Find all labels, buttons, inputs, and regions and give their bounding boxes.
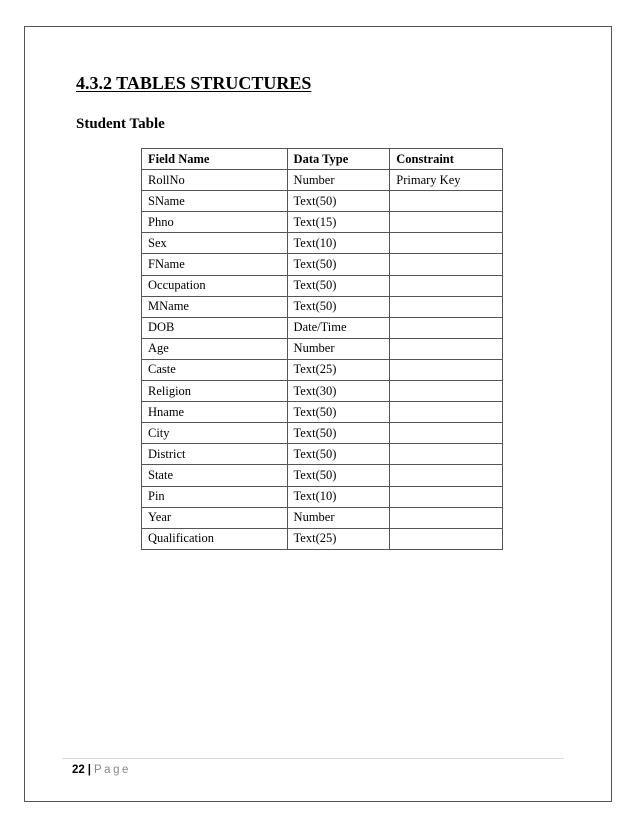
table-row: [142, 359, 503, 380]
page-number: 22: [72, 764, 85, 776]
cell-data-type: Text(50): [287, 275, 390, 296]
section-title: 4.3.2 TABLES STRUCTURES: [76, 73, 312, 93]
cell-constraint: [390, 338, 503, 359]
cell-constraint: [390, 359, 503, 380]
cell-field-name: RollNo: [142, 170, 288, 191]
table-header-row: [142, 149, 503, 170]
cell-constraint: [390, 254, 503, 275]
cell-field-name: Age: [142, 338, 288, 359]
cell-data-type: Text(50): [287, 296, 390, 317]
table-row: [142, 338, 503, 359]
table-row: [142, 191, 503, 212]
cell-constraint: [390, 233, 503, 254]
cell-data-type: Text(25): [287, 528, 390, 549]
cell-data-type: Text(10): [287, 233, 390, 254]
cell-data-type: Text(50): [287, 254, 390, 275]
cell-constraint: [390, 423, 503, 444]
table-row: [142, 528, 503, 549]
cell-field-name: FName: [142, 254, 288, 275]
cell-data-type: Text(50): [287, 444, 390, 465]
cell-data-type: Text(50): [287, 402, 390, 423]
header-constraint: Constraint: [390, 149, 503, 170]
cell-data-type: Text(10): [287, 486, 390, 507]
cell-constraint: [390, 528, 503, 549]
header-data-type: Data Type: [287, 149, 390, 170]
header-field-name: Field Name: [142, 149, 288, 170]
table-row: [142, 444, 503, 465]
table-row: [142, 170, 503, 191]
table-row: [142, 296, 503, 317]
cell-data-type: Number: [287, 170, 390, 191]
cell-field-name: Caste: [142, 359, 288, 380]
cell-field-name: District: [142, 444, 288, 465]
cell-constraint: [390, 486, 503, 507]
table-row: [142, 507, 503, 528]
cell-field-name: Religion: [142, 381, 288, 402]
cell-constraint: [390, 402, 503, 423]
cell-field-name: Sex: [142, 233, 288, 254]
table-row: [142, 254, 503, 275]
table-row: [142, 275, 503, 296]
cell-constraint: [390, 191, 503, 212]
cell-data-type: Text(50): [287, 423, 390, 444]
cell-data-type: Text(15): [287, 212, 390, 233]
cell-constraint: [390, 212, 503, 233]
cell-data-type: Text(50): [287, 465, 390, 486]
table-row: [142, 423, 503, 444]
cell-field-name: Year: [142, 507, 288, 528]
cell-field-name: City: [142, 423, 288, 444]
cell-constraint: [390, 275, 503, 296]
cell-data-type: Text(30): [287, 381, 390, 402]
cell-field-name: Qualification: [142, 528, 288, 549]
cell-constraint: [390, 465, 503, 486]
student-table: [141, 148, 503, 550]
cell-field-name: Phno: [142, 212, 288, 233]
cell-field-name: Hname: [142, 402, 288, 423]
cell-constraint: [390, 507, 503, 528]
cell-field-name: Pin: [142, 486, 288, 507]
cell-constraint: [390, 296, 503, 317]
table-row: [142, 465, 503, 486]
cell-field-name: DOB: [142, 317, 288, 338]
page-separator: |: [87, 764, 92, 776]
table-row: [142, 317, 503, 338]
cell-constraint: [390, 444, 503, 465]
table-row: [142, 486, 503, 507]
cell-constraint: [390, 381, 503, 402]
table-subtitle: Student Table: [76, 116, 165, 132]
cell-data-type: Number: [287, 338, 390, 359]
page-footer: [72, 764, 131, 776]
footer-rule: [62, 758, 564, 759]
cell-data-type: Text(25): [287, 359, 390, 380]
cell-field-name: Occupation: [142, 275, 288, 296]
cell-field-name: MName: [142, 296, 288, 317]
cell-field-name: State: [142, 465, 288, 486]
table-row: [142, 381, 503, 402]
cell-data-type: Date/Time: [287, 317, 390, 338]
page-label: Page: [94, 764, 131, 776]
table-row: [142, 233, 503, 254]
table-row: [142, 212, 503, 233]
cell-field-name: SName: [142, 191, 288, 212]
cell-constraint: [390, 317, 503, 338]
cell-data-type: Text(50): [287, 191, 390, 212]
cell-data-type: Number: [287, 507, 390, 528]
cell-constraint: Primary Key: [390, 170, 503, 191]
table-row: [142, 402, 503, 423]
